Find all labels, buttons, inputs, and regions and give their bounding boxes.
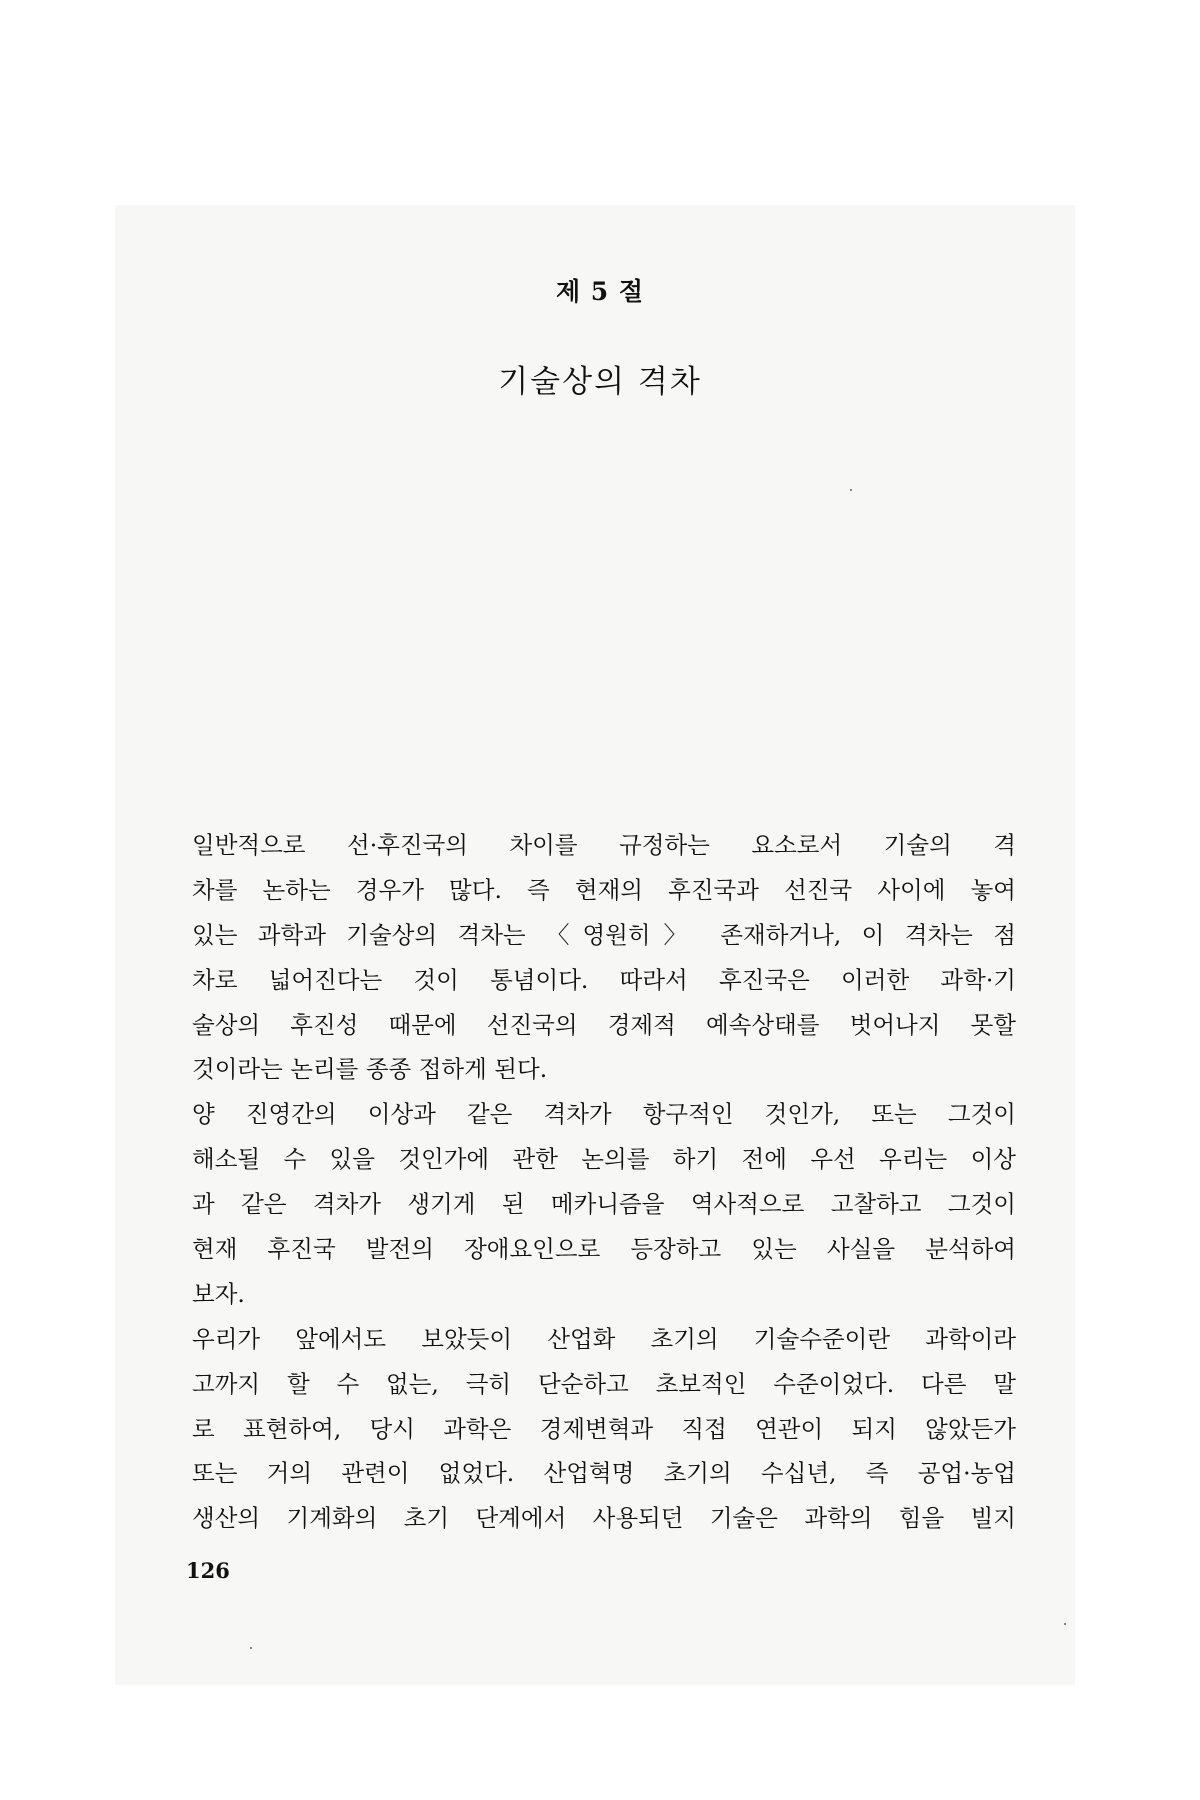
section-title: 기술상의 격차	[498, 364, 702, 400]
text-line: 양 진영간의 이상과 같은 격차가 항구적인 것인가, 또는 그것이	[192, 1100, 1016, 1129]
text-line: 차를 논하는 경우가 많다. 즉 현재의 후진국과 선진국 사이에 놓여	[192, 875, 1016, 904]
body-text	[192, 823, 1016, 1541]
text-line: 고까지 할 수 없는, 극히 단순하고 초보적인 수준이었다. 다른 말	[192, 1369, 1016, 1398]
text-line: 또는 거의 관련이 없었다. 산업혁명 초기의 수십년, 즉 공업·농업	[192, 1459, 1016, 1488]
text-line: 보자.	[192, 1279, 245, 1308]
section-number: 제 5 절	[555, 277, 645, 306]
text-line: 현재 후진국 발전의 장애요인으로 등장하고 있는 사실을 분석하여	[192, 1235, 1016, 1264]
text-line: 생산의 기계화의 초기 단계에서 사용되던 기술은 과학의 힘을 빌지	[192, 1504, 1016, 1533]
text-line: 과 같은 격차가 생기게 된 메카니즘을 역사적으로 고찰하고 그것이	[192, 1190, 1016, 1219]
text-line: 우리가 앞에서도 보았듯이 산업화 초기의 기술수준이란 과학이라	[192, 1324, 1016, 1353]
text-line: 있는 과학과 기술상의 격차는 〈영원히〉 존재하거나, 이 격차는 점	[192, 920, 1016, 949]
text-line: 것이라는 논리를 종종 접하게 된다.	[192, 1055, 548, 1084]
text-line: 해소될 수 있을 것인가에 관한 논의를 하기 전에 우선 우리는 이상	[192, 1145, 1016, 1174]
text-line: 차로 넓어진다는 것이 통념이다. 따라서 후진국은 이러한 과학·기	[192, 965, 1016, 994]
scan-speck	[1064, 1623, 1066, 1625]
scan-speck	[850, 489, 852, 491]
scan-speck	[250, 1647, 252, 1649]
text-line: 로 표현하여, 당시 과학은 경제변혁과 직접 연관이 되지 않았든가	[192, 1414, 1016, 1443]
text-line: 일반적으로 선·후진국의 차이를 규정하는 요소로서 기술의 격	[192, 831, 1016, 859]
text-line: 술상의 후진성 때문에 선진국의 경제적 예속상태를 벗어나지 못할	[192, 1010, 1016, 1039]
page-number: 126	[186, 1558, 230, 1583]
